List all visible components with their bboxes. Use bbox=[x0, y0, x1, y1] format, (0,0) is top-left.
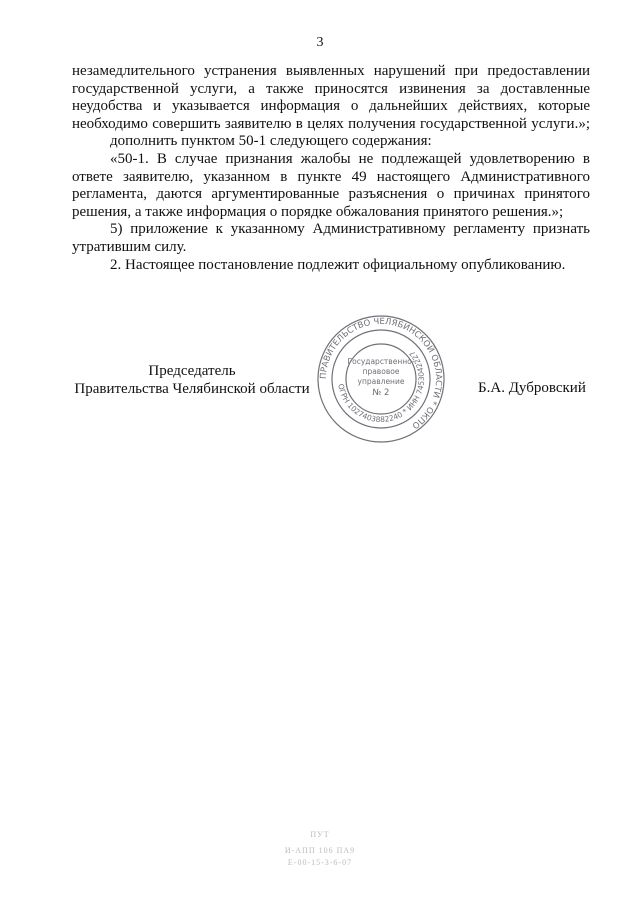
body-text bbox=[72, 63, 590, 274]
seal-outer-text: ПРАВИТЕЛЬСТВО ЧЕЛЯБИНСКОЙ ОБЛАСТИ * ОКПО bbox=[318, 316, 444, 431]
seal-center-line2: правовое bbox=[362, 367, 400, 376]
paragraph-clause-50-1: «50-1. В случае признания жалобы не подлежащей удовлетворению в ответе заявителю, указанном в пункте 49 настоящего Административного регламента, даются аргументированные разъяснения о причинах принятого решения, а также информация о порядке обжалования принятого решения.»; bbox=[72, 150, 590, 220]
footer-mark-line3: Е-00-15-3-6-07 bbox=[287, 858, 353, 867]
seal-center-line3: управление bbox=[357, 377, 405, 386]
paragraph-continuation: незамедлительного устранения выявленных нарушений при предоставлении государственной услуги, а также приносятся извинения за доставленные неудобства и указывается информация о дальнейших действиях, которые необходимо совершить заявителю в целях получения государственной услуги.»; bbox=[72, 63, 590, 132]
signature-title-line1: Председатель bbox=[148, 363, 236, 379]
footer-mark-line2: И-АПП 106 ПА9 bbox=[284, 846, 356, 855]
seal-center-line1: Государственно- bbox=[347, 357, 415, 366]
paragraph-item-5: 5) приложение к указанному Административному регламенту признать утратившим силу. bbox=[72, 221, 590, 255]
signature-title bbox=[72, 362, 312, 398]
official-seal bbox=[316, 314, 446, 444]
footer-mark-line1: ПУТ bbox=[310, 830, 330, 839]
page-number: 3 bbox=[316, 35, 324, 50]
paragraph-publication: 2. Настоящее постановление подлежит официальному опубликованию. bbox=[110, 256, 566, 273]
signature-title-line2: Правительства Челябинской области bbox=[74, 381, 310, 397]
signatory-name: Б.А. Дубровский bbox=[478, 380, 586, 396]
paragraph-amendment-intro: дополнить пунктом 50-1 следующего содержания: bbox=[110, 133, 432, 150]
seal-inner-text: ОГРН 1027403882240 * ИНН 7453042227 bbox=[336, 349, 427, 425]
seal-center-line4: № 2 bbox=[372, 388, 390, 398]
